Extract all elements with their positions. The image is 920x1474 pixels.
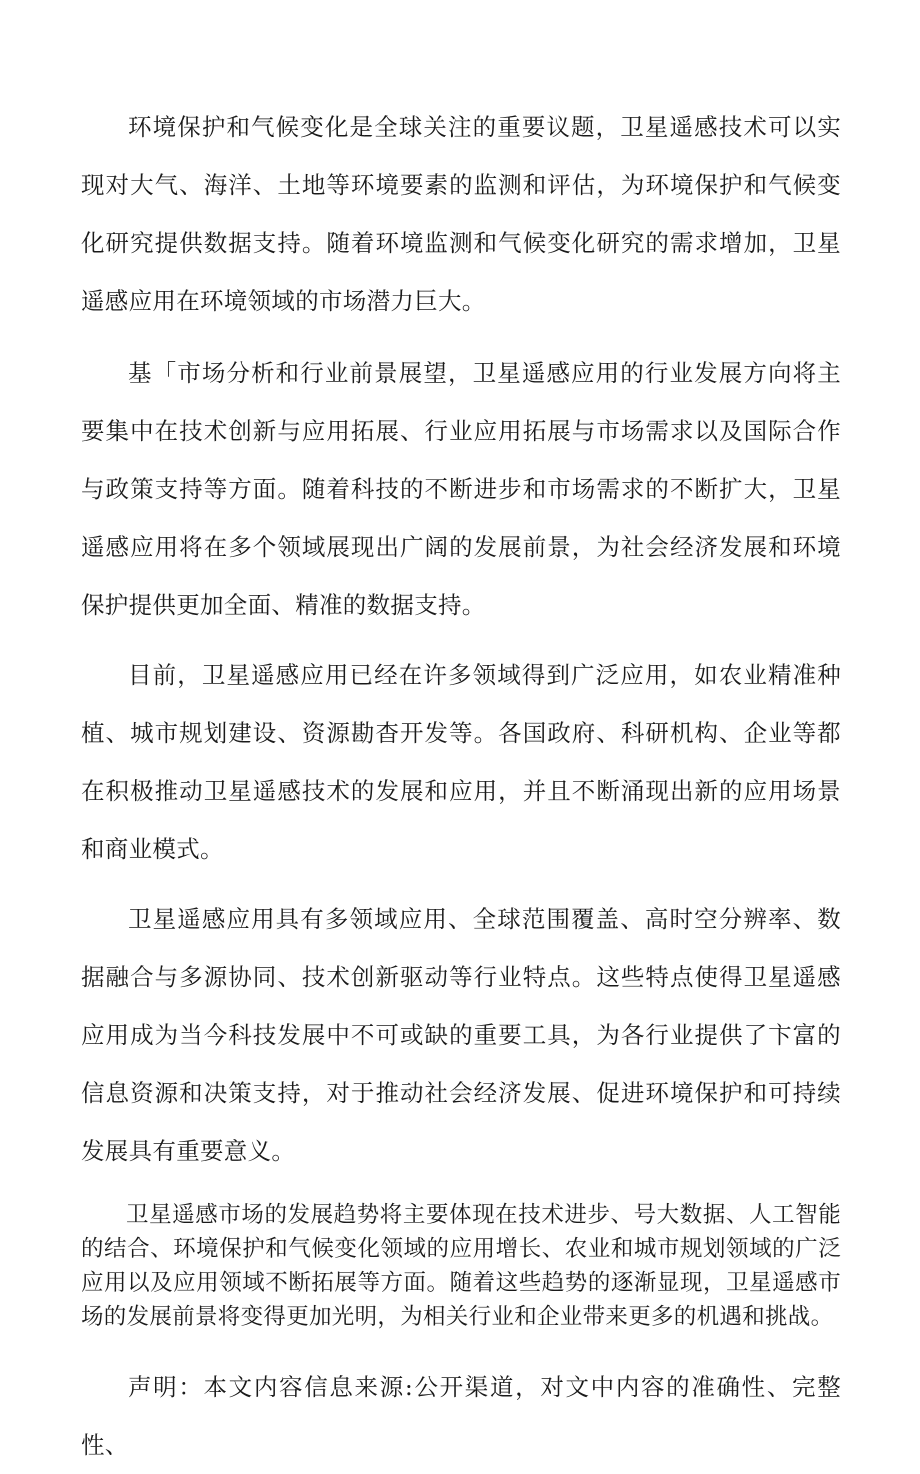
paragraph-development-direction: 基「市场分析和行业前景展望，卫星遥感应用的行业发展方向将主要集中在技术创新与应用拓展、行业应用拓展与市场需求以及国际合作与政策支持等方面。随着科技的不断进步和市场需求的不断扩大，卫星遥感应用将在多个领域展现出广阔的发展前景，为社会经济发展和环境保护提供更加全面、精准的数据支持。 [81,359,841,619]
document-body [81,98,841,1474]
paragraph-disclaimer: 声明：本文内容信息来源:公开渠道，对文中内容的准确性、完整性、 [81,1373,841,1459]
paragraph-current-status: 目前，卫星遥感应用已经在许多领域得到广泛应用，如农业精准种植、城市规划建设、资源勘杳开发等。各国政府、科研机构、企业等都在积极推动卫星遥感技术的发展和应用，并且不断涌现出新的应用场景和商业模式。 [81,661,841,863]
paragraph-environment: 环境保护和气候变化是全球关注的重要议题，卫星遥感技术可以实现对大气、海洋、土地等环境要素的监测和评估，为环境保护和气候变化研究提供数据支持。随着环境监测和气候变化研究的需求增加，卫星遥感应用在环境领域的市场潜力巨大。 [81,113,841,315]
paragraph-market-trends: 卫星遥感市场的发展趋势将主要体现在技术进步、号大数据、人工智能的结合、环境保护和气候变化领域的应用增长、农业和城市规划领域的广泛应用以及应用领域不断拓展等方面。随着这些趋势的逐渐显现，卫星遥感市场的发展前景将变得更加光明，为相关行业和企业带来更多的机遇和挑战。 [81,1202,841,1330]
paragraph-industry-features: 卫星遥感应用具有多领域应用、全球范围覆盖、高时空分辨率、数据融合与多源协同、技术创新驱动等行业特点。这些特点使得卫星遥感应用成为当今科技发展中不可或缺的重要工具，为各行业提供了卞富的信息资源和决策支持，对于推动社会经济发展、促进环境保护和可持续发展具有重要意义。 [81,905,841,1165]
